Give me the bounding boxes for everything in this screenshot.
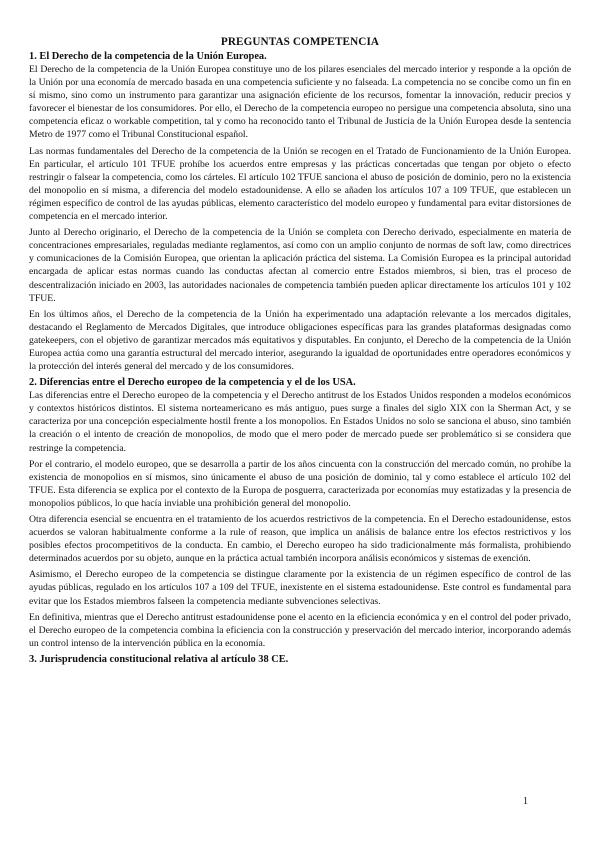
paragraph: Por el contrario, el modelo europeo, que se desarrolla a partir de los años cincuenta con la construcción del mercado común, no prohíbe la existencia de monopolios en sí mismos, sino únicamente el abuso de una posición de dominio, tal y como establece el artículo 102 del TFUE. Esta diferencia se explica por el contexto de la Europa de posguerra, caracterizada por economías muy estatizadas y la presencia de monopolios públicos, lo que hacía inviable una prohibición general del monopolio. (29, 458, 571, 509)
paragraph: Asimismo, el Derecho europeo de la competencia se distingue claramente por la existencia de un régimen específico de control de las ayudas públicas, regulado en los artículos 107 a 109 del TFUE, inexistente en el sistema estadounidense. Este control es fundamental para evitar que los Estados miembros falseen la competencia mediante subvenciones selectivas. (29, 569, 571, 607)
paragraph: En los últimos años, el Derecho de la competencia de la Unión ha experimentado una adaptación relevante a los mercados digitales, destacando el Reglamento de Mercados Digitales, que introduce obligaciones específicas para las grandes plataformas designadas como gatekeepers, con el objetivo de garantizar mercados más equitativos y disputables. En conjunto, el Derecho de la competencia de la Unión Europea actúa como una garantía estructural del mercado interior, asegurando la igualdad de oportunidades entre operadores económicos y la protección del interés general del mercado y de los consumidores. (29, 308, 571, 373)
paragraph: En definitiva, mientras que el Derecho antitrust estadounidense pone el acento en la eficiencia económica y en el control del poder privado, el Derecho europeo de la competencia combina la eficiencia con la construcción y preservación del mercado interior, incorporando además un control intenso de la intervención pública en la economía. (29, 611, 571, 649)
section-heading: 3. Jurisprudencia constitucional relativa al artículo 38 CE. (29, 653, 289, 665)
paragraph: Junto al Derecho originario, el Derecho de la competencia de la Unión se completa con Derecho derivado, especialmente en materia de concentraciones empresariales, reguladas mediante reglamentos, así como con un amplio conjunto de normas de soft law, como directrices y comunicaciones de la Comisión Europea, que orientan la aplicación práctica del sistema. La Comisión Europea es la principal autoridad encargada de aplicar estas normas cuando las conductas afectan al comercio entre Estados miembros, si bien, tras el proceso de descentralización iniciado en 2003, las autoridades nacionales de competencia también pueden aplicar directamente los artículos 101 y 102 TFUE. (29, 227, 571, 304)
paragraph: Las normas fundamentales del Derecho de la competencia de la Unión se recogen en el Tratado de Funcionamiento de la Unión Europea. En particular, el artículo 101 TFUE prohíbe los acuerdos entre empresas y las prácticas concertadas que tengan por objeto o efecto restringir o falsear la competencia, como los cárteles. El artículo 102 TFUE sanciona el abuso de posición de dominio, pero no la existencia del monopolio en sí misma, a diferencia del modelo estadounidense. A ello se añaden los artículos 107 a 109 TFUE, que establecen un régimen específico de control de las ayudas públicas, elemento característico del modelo europeo y fundamental para evitar distorsiones de competencia en el mercado interior. (29, 145, 571, 223)
section-heading: 2. Diferencias entre el Derecho europeo de la competencia y el de los USA. (29, 377, 356, 389)
paragraph: Las diferencias entre el Derecho europeo de la competencia y el Derecho antitrust de los Estados Unidos responden a modelos económicos y contextos históricos distintos. El sistema norteamericano es más antiguo, pues surge a finales del siglo XIX con la Sherman Act, y se caracteriza por una concepción especialmente hostil frente a los monopolios. En Estados Unidos no solo se sanciona el abuso, sino también la creación o el intento de creación de monopolios, de modo que el mero poder de mercado puede ser problemático si se considera que restringe la competencia. (29, 390, 571, 454)
section-1 (29, 50, 571, 373)
document-title: PREGUNTAS COMPETENCIA (220, 36, 380, 48)
section-3 (29, 653, 571, 666)
page-number: 1 (523, 796, 528, 807)
paragraph: El Derecho de la competencia de la Unión Europea constituye uno de los pilares esenciales del mercado interior y responde a la opción de la Unión por una economía de mercado basada en una competencia suficiente y no falseada. La competencia no se concibe como un fin en sí mismo, sino como un instrumento para garantizar una asignación eficiente de los recursos, fomentar la innovación, reducir precios y favorecer el bienestar de los consumidores. Por ello, el Derecho de la competencia europeo no persigue una competencia absoluta, sino una competencia eficaz o workable competition, tal y como ha reconocido tanto el Tribunal de Justicia de la Unión Europea desde la sentencia Metro de 1977 como el Tribunal Constitucional español. (29, 64, 571, 141)
section-2 (29, 376, 571, 650)
paragraph: Otra diferencia esencial se encuentra en el tratamiento de los acuerdos restrictivos de la competencia. En el Derecho estadounidense, estos acuerdos se valoran habitualmente conforme a la rule of reason, que implica un análisis de balance entre los efectos restrictivos y los posibles efectos procompetitivos de la conducta. En cambio, el Derecho europeo ha sido tradicionalmente más formalista, prohibiendo determinados acuerdos por su objeto, aunque en la práctica actual también incorpora análisis económicos y sistemas de exención. (29, 514, 571, 565)
section-heading: 1. El Derecho de la competencia de la Unión Europea. (29, 51, 267, 62)
